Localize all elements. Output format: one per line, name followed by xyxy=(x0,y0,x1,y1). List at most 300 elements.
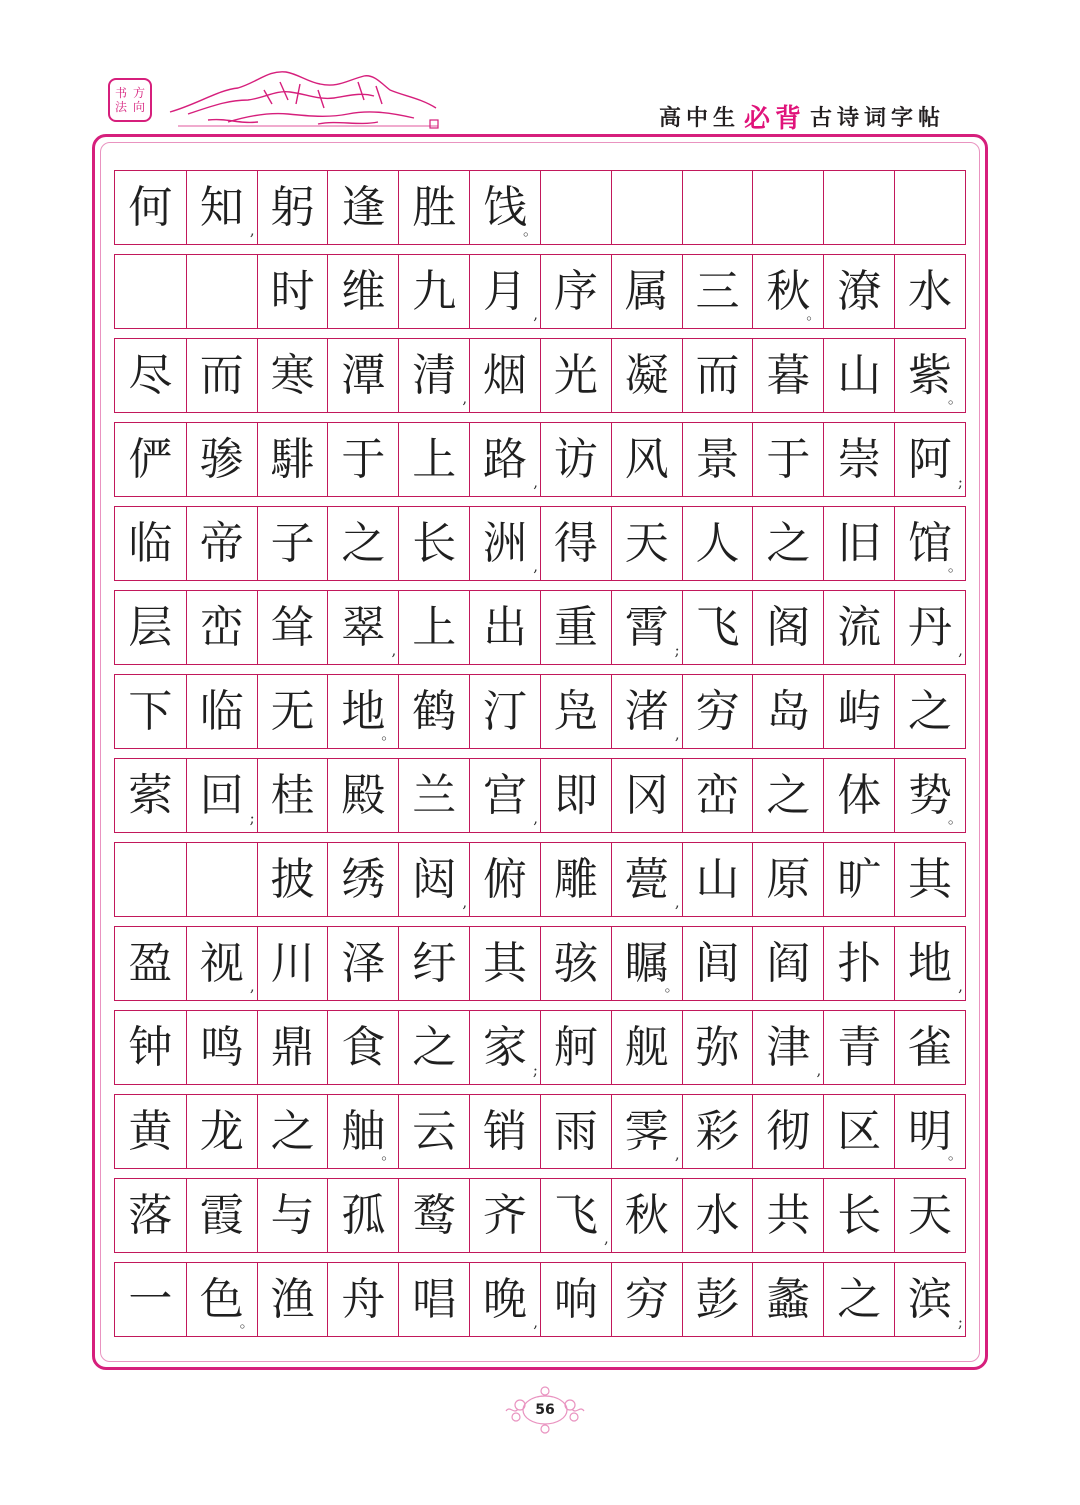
grid-cell xyxy=(611,843,682,916)
character: 津 xyxy=(766,1021,811,1073)
character: 躬 xyxy=(270,181,315,233)
character: 得 xyxy=(553,517,598,569)
character: 于 xyxy=(766,433,811,485)
grid-cell xyxy=(894,927,965,1000)
character: 披 xyxy=(270,853,315,905)
punctuation: , xyxy=(674,1145,680,1163)
grid-cell xyxy=(894,591,965,664)
character: 序 xyxy=(553,265,598,317)
grid-cell xyxy=(611,1179,682,1252)
seal-char: 向 xyxy=(132,100,145,114)
character: 潭 xyxy=(341,349,386,401)
character: 鹜 xyxy=(412,1189,457,1241)
character: 彻 xyxy=(766,1105,811,1157)
character: 云 xyxy=(412,1105,457,1157)
grid-cell xyxy=(540,1011,611,1084)
grid-cell xyxy=(115,423,186,496)
grid-cell xyxy=(115,759,186,832)
grid-cell xyxy=(257,1263,328,1336)
grid-cell xyxy=(257,591,328,664)
grid-cell xyxy=(894,843,965,916)
character: 访 xyxy=(553,433,598,485)
grid-cell xyxy=(398,843,469,916)
grid-cell xyxy=(540,591,611,664)
grid-cell xyxy=(469,843,540,916)
character: 光 xyxy=(553,349,598,401)
page-number-ornament xyxy=(500,1385,590,1435)
character: 之 xyxy=(837,1273,882,1325)
character: 明 xyxy=(908,1105,953,1157)
grid-cell xyxy=(752,675,823,748)
grid-cell xyxy=(327,423,398,496)
grid-cell xyxy=(752,339,823,412)
character: 区 xyxy=(837,1105,882,1157)
character: 闼 xyxy=(412,853,457,905)
grid-cell xyxy=(186,675,257,748)
grid-cell xyxy=(469,1011,540,1084)
grid-cell xyxy=(115,255,186,328)
grid-row xyxy=(114,842,966,917)
grid-cell xyxy=(115,1011,186,1084)
character: 子 xyxy=(270,517,315,569)
grid-cell xyxy=(823,171,894,244)
character: 黄 xyxy=(128,1105,173,1157)
character: 秋 xyxy=(624,1189,669,1241)
punctuation: ; xyxy=(674,641,680,659)
grid-cell xyxy=(327,1263,398,1336)
character: 钟 xyxy=(128,1021,173,1073)
grid-cell xyxy=(894,1263,965,1336)
character: 雀 xyxy=(908,1021,953,1073)
character: 长 xyxy=(837,1189,882,1241)
character: 出 xyxy=(483,601,528,653)
character: 翠 xyxy=(341,601,386,653)
grid-cell xyxy=(186,507,257,580)
character: 家 xyxy=(483,1021,528,1073)
character: 地 xyxy=(908,937,953,989)
character: 扑 xyxy=(837,937,882,989)
character: 一 xyxy=(128,1273,173,1325)
grid-cell xyxy=(115,675,186,748)
character: 与 xyxy=(270,1189,315,1241)
writing-grid xyxy=(114,170,966,1346)
grid-cell xyxy=(894,423,965,496)
punctuation: ; xyxy=(249,809,255,827)
grid-cell xyxy=(611,423,682,496)
punctuation: , xyxy=(462,389,468,407)
grid-cell xyxy=(823,843,894,916)
grid-cell xyxy=(823,1011,894,1084)
grid-cell xyxy=(682,1179,753,1252)
title-prefix: 高中生 xyxy=(658,105,740,131)
grid-cell xyxy=(540,507,611,580)
grid-cell xyxy=(115,171,186,244)
grid-cell xyxy=(540,171,611,244)
grid-cell xyxy=(611,507,682,580)
grid-cell xyxy=(823,675,894,748)
character: 兰 xyxy=(412,769,457,821)
grid-cell xyxy=(752,255,823,328)
character: 知 xyxy=(199,181,244,233)
punctuation: 。 xyxy=(947,557,963,575)
grid-cell xyxy=(823,927,894,1000)
grid-cell xyxy=(682,843,753,916)
grid-cell xyxy=(115,339,186,412)
character: 舸 xyxy=(553,1021,598,1073)
grid-cell xyxy=(894,759,965,832)
character: 临 xyxy=(199,685,244,737)
grid-cell xyxy=(469,171,540,244)
grid-cell xyxy=(894,1179,965,1252)
character: 上 xyxy=(412,433,457,485)
grid-cell xyxy=(682,1011,753,1084)
grid-cell xyxy=(469,339,540,412)
character: 之 xyxy=(766,517,811,569)
character: 而 xyxy=(199,349,244,401)
grid-cell xyxy=(752,927,823,1000)
character: 飞 xyxy=(695,601,740,653)
character: 瞩 xyxy=(624,937,669,989)
grid-cell xyxy=(257,759,328,832)
grid-cell xyxy=(540,1263,611,1336)
character: 俯 xyxy=(483,853,528,905)
character: 齐 xyxy=(483,1189,528,1241)
character: 销 xyxy=(483,1105,528,1157)
grid-cell xyxy=(469,507,540,580)
grid-cell xyxy=(327,843,398,916)
grid-cell xyxy=(327,1011,398,1084)
punctuation: ; xyxy=(957,1313,963,1331)
grid-cell xyxy=(752,759,823,832)
mountain-illustration xyxy=(168,60,448,135)
character: 霁 xyxy=(624,1105,669,1157)
character: 舳 xyxy=(341,1105,386,1157)
character: 之 xyxy=(412,1021,457,1073)
character: 天 xyxy=(908,1189,953,1241)
grid-cell xyxy=(186,591,257,664)
grid-cell xyxy=(257,1179,328,1252)
punctuation: , xyxy=(604,1229,609,1247)
grid-row xyxy=(114,506,966,581)
grid-cell xyxy=(540,423,611,496)
punctuation: , xyxy=(391,641,397,659)
grid-cell xyxy=(611,1263,682,1336)
character: 霄 xyxy=(624,601,669,653)
punctuation: , xyxy=(958,977,963,995)
character: 重 xyxy=(553,601,598,653)
character: 弥 xyxy=(695,1021,740,1073)
grid-cell xyxy=(823,1095,894,1168)
punctuation: , xyxy=(249,977,255,995)
grid-cell xyxy=(823,423,894,496)
character: 原 xyxy=(766,853,811,905)
character: 穷 xyxy=(624,1273,669,1325)
character: 桂 xyxy=(270,769,315,821)
grid-cell xyxy=(398,1263,469,1336)
grid-row xyxy=(114,926,966,1001)
grid-cell xyxy=(469,927,540,1000)
character: 尽 xyxy=(128,349,173,401)
punctuation: , xyxy=(249,221,255,239)
character: 势 xyxy=(908,769,953,821)
character: 晚 xyxy=(483,1273,528,1325)
grid-cell xyxy=(894,507,965,580)
grid-cell xyxy=(611,675,682,748)
character: 地 xyxy=(341,685,386,737)
grid-cell xyxy=(611,759,682,832)
character: 川 xyxy=(270,937,315,989)
character: 时 xyxy=(270,265,315,317)
grid-cell xyxy=(398,1179,469,1252)
grid-cell xyxy=(682,759,753,832)
character: 之 xyxy=(341,517,386,569)
grid-cell xyxy=(540,759,611,832)
character: 峦 xyxy=(695,769,740,821)
character: 景 xyxy=(695,433,740,485)
grid-cell xyxy=(540,1095,611,1168)
seal-char: 法 xyxy=(114,100,127,114)
grid-cell xyxy=(682,339,753,412)
book-title xyxy=(600,98,945,134)
grid-cell xyxy=(469,423,540,496)
grid-cell xyxy=(752,1263,823,1336)
grid-row xyxy=(114,338,966,413)
seal-stamp xyxy=(108,78,152,122)
grid-cell xyxy=(398,927,469,1000)
character: 清 xyxy=(412,349,457,401)
character: 帝 xyxy=(199,517,244,569)
grid-cell xyxy=(823,339,894,412)
character: 阎 xyxy=(766,937,811,989)
grid-cell xyxy=(894,1095,965,1168)
grid-row xyxy=(114,758,966,833)
character: 水 xyxy=(695,1189,740,1241)
character: 霞 xyxy=(199,1189,244,1241)
grid-cell xyxy=(398,255,469,328)
grid-cell xyxy=(327,759,398,832)
character: 胜 xyxy=(412,181,457,233)
grid-cell xyxy=(398,339,469,412)
character: 丹 xyxy=(908,601,953,653)
character: 流 xyxy=(837,601,882,653)
grid-cell xyxy=(186,171,257,244)
grid-cell xyxy=(752,1095,823,1168)
grid-row xyxy=(114,1178,966,1253)
grid-cell xyxy=(682,171,753,244)
punctuation: , xyxy=(533,305,538,323)
seal-char: 书 xyxy=(114,86,127,100)
character: 鸣 xyxy=(199,1021,244,1073)
character: 风 xyxy=(624,433,669,485)
character: 阿 xyxy=(908,433,953,485)
character: 属 xyxy=(624,265,669,317)
character: 绣 xyxy=(341,853,386,905)
character: 岛 xyxy=(766,685,811,737)
grid-cell xyxy=(894,255,965,328)
character: 骇 xyxy=(553,937,598,989)
grid-cell xyxy=(611,339,682,412)
grid-row xyxy=(114,1094,966,1169)
character: 山 xyxy=(695,853,740,905)
character: 渚 xyxy=(624,685,669,737)
grid-cell xyxy=(398,171,469,244)
character: 共 xyxy=(766,1189,811,1241)
grid-cell xyxy=(257,843,328,916)
grid-cell xyxy=(327,1095,398,1168)
character: 彭 xyxy=(695,1273,740,1325)
grid-cell xyxy=(186,1095,257,1168)
character: 九 xyxy=(412,265,457,317)
character: 崇 xyxy=(837,433,882,485)
punctuation: 。 xyxy=(947,809,963,827)
grid-cell xyxy=(257,675,328,748)
character: 潦 xyxy=(837,265,882,317)
grid-cell xyxy=(327,255,398,328)
punctuation: 。 xyxy=(522,221,538,239)
grid-cell xyxy=(257,255,328,328)
character: 纡 xyxy=(412,937,457,989)
punctuation: ; xyxy=(957,473,963,491)
character: 宫 xyxy=(483,769,528,821)
grid-cell xyxy=(682,1095,753,1168)
grid-cell xyxy=(398,1011,469,1084)
grid-cell xyxy=(186,843,257,916)
grid-cell xyxy=(682,507,753,580)
grid-cell xyxy=(186,1179,257,1252)
character: 馆 xyxy=(908,517,953,569)
character: 暮 xyxy=(766,349,811,401)
grid-cell xyxy=(611,171,682,244)
grid-cell xyxy=(823,507,894,580)
grid-cell xyxy=(752,843,823,916)
grid-row xyxy=(114,1262,966,1337)
character: 层 xyxy=(128,601,173,653)
grid-cell xyxy=(752,591,823,664)
grid-cell xyxy=(682,675,753,748)
character: 三 xyxy=(695,265,740,317)
character: 殿 xyxy=(341,769,386,821)
character: 月 xyxy=(483,265,528,317)
punctuation: 。 xyxy=(239,1313,255,1331)
character: 蠡 xyxy=(766,1273,811,1325)
grid-cell xyxy=(257,927,328,1000)
grid-cell xyxy=(257,171,328,244)
grid-cell xyxy=(752,1011,823,1084)
grid-cell xyxy=(823,1179,894,1252)
grid-cell xyxy=(469,675,540,748)
grid-cell xyxy=(540,675,611,748)
grid-cell xyxy=(327,591,398,664)
punctuation: 。 xyxy=(381,725,397,743)
character: 临 xyxy=(128,517,173,569)
grid-cell xyxy=(327,339,398,412)
character: 青 xyxy=(837,1021,882,1073)
grid-cell xyxy=(398,1095,469,1168)
grid-cell xyxy=(469,1179,540,1252)
grid-cell xyxy=(115,1095,186,1168)
grid-cell xyxy=(611,1095,682,1168)
grid-cell xyxy=(823,255,894,328)
character: 阁 xyxy=(766,601,811,653)
character: 落 xyxy=(128,1189,173,1241)
grid-cell xyxy=(752,1179,823,1252)
grid-cell xyxy=(469,591,540,664)
character: 滨 xyxy=(908,1273,953,1325)
character: 旷 xyxy=(837,853,882,905)
grid-cell xyxy=(257,507,328,580)
grid-cell xyxy=(398,591,469,664)
punctuation: , xyxy=(533,809,538,827)
title-accent: 必背 xyxy=(743,103,806,134)
character: 盈 xyxy=(128,937,173,989)
character: 天 xyxy=(624,517,669,569)
character: 峦 xyxy=(199,601,244,653)
grid-cell xyxy=(469,1095,540,1168)
punctuation: , xyxy=(816,1061,822,1079)
punctuation: 。 xyxy=(664,977,680,995)
character: 舟 xyxy=(341,1273,386,1325)
title-suffix: 古诗词字帖 xyxy=(809,105,945,131)
character: 骖 xyxy=(199,433,244,485)
character: 色 xyxy=(199,1273,244,1325)
character: 泽 xyxy=(341,937,386,989)
grid-cell xyxy=(257,1095,328,1168)
punctuation: , xyxy=(958,641,963,659)
character: 回 xyxy=(199,769,244,821)
character: 雕 xyxy=(553,853,598,905)
grid-cell xyxy=(257,423,328,496)
character: 逢 xyxy=(341,181,386,233)
character: 俨 xyxy=(128,433,173,485)
grid-cell xyxy=(186,423,257,496)
grid-cell xyxy=(469,1263,540,1336)
page-number: 56 xyxy=(535,1402,555,1418)
punctuation: , xyxy=(674,725,680,743)
grid-cell xyxy=(823,591,894,664)
grid-cell xyxy=(894,1011,965,1084)
character: 山 xyxy=(837,349,882,401)
character: 鼎 xyxy=(270,1021,315,1073)
grid-cell xyxy=(469,759,540,832)
grid-cell xyxy=(611,1011,682,1084)
character: 路 xyxy=(483,433,528,485)
character: 龙 xyxy=(199,1105,244,1157)
grid-cell xyxy=(115,1179,186,1252)
grid-cell xyxy=(186,255,257,328)
character: 唱 xyxy=(412,1273,457,1325)
grid-cell xyxy=(257,339,328,412)
grid-cell xyxy=(540,255,611,328)
character: 甍 xyxy=(624,853,669,905)
character: 烟 xyxy=(483,349,528,401)
character: 水 xyxy=(908,265,953,317)
grid-cell xyxy=(611,255,682,328)
character: 体 xyxy=(837,769,882,821)
character: 耸 xyxy=(270,601,315,653)
character: 何 xyxy=(128,181,173,233)
grid-cell xyxy=(682,927,753,1000)
character: 闾 xyxy=(695,937,740,989)
grid-cell xyxy=(682,591,753,664)
character: 饯 xyxy=(483,181,528,233)
punctuation: , xyxy=(462,893,468,911)
punctuation: , xyxy=(533,473,538,491)
grid-row xyxy=(114,674,966,749)
grid-cell xyxy=(398,759,469,832)
grid-cell xyxy=(540,843,611,916)
punctuation: , xyxy=(533,1313,538,1331)
grid-cell xyxy=(186,1011,257,1084)
